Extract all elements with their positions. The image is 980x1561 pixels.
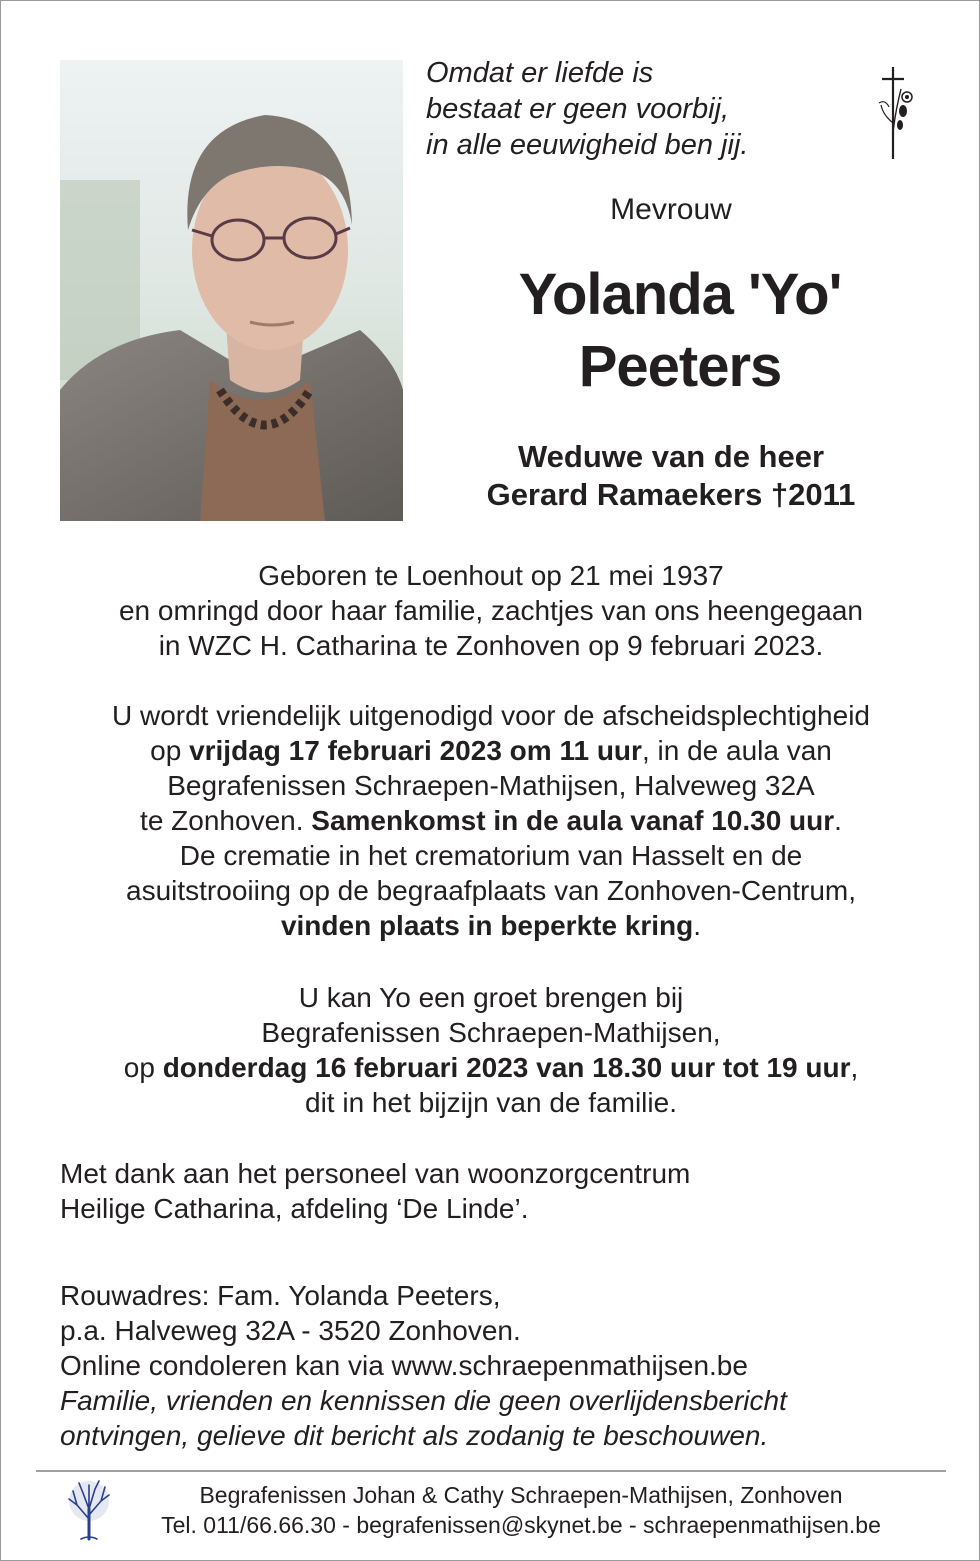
ceremony-line <box>41 803 941 838</box>
notice-line: ontvingen, gelieve dit bericht als zodanig te beschouwen. <box>60 1420 769 1451</box>
address-line: Rouwadres: Fam. Yolanda Peeters, <box>60 1280 501 1311</box>
visit-line: U kan Yo een groet brengen bij <box>298 982 684 1013</box>
visit-line: dit in het bijzijn van de familie. <box>305 1087 677 1118</box>
thanks-paragraph <box>60 1156 940 1226</box>
footer-line-1: Begrafenissen Johan & Cathy Schraepen-Mathijsen, Zonhoven <box>199 1482 843 1508</box>
portrait-photo <box>60 60 403 521</box>
text-fragment: op <box>123 1052 163 1083</box>
birth-death-paragraph <box>41 558 941 663</box>
visit-line <box>41 1050 941 1085</box>
poem <box>426 55 846 163</box>
condolence-line: Online condoleren kan via www.schraepenmathijsen.be <box>60 1350 748 1381</box>
text-fragment: op <box>150 735 190 766</box>
funeral-home-footer <box>121 1480 921 1540</box>
visit-line: Begrafenissen Schraepen-Mathijsen, <box>261 1017 721 1048</box>
gathering-time: Samenkomst in de aula vanaf 10.30 uur <box>311 805 835 836</box>
ceremony-line <box>41 908 941 943</box>
text-fragment: . <box>834 805 842 836</box>
cross-with-flower-icon <box>871 63 923 163</box>
ceremony-line: De crematie in het crematorium van Hasselt en de <box>179 840 803 871</box>
address-line: p.a. Halveweg 32A - 3520 Zonhoven. <box>60 1315 521 1346</box>
poem-line: Omdat er liefde is <box>426 57 654 89</box>
spouse-line-1: Weduwe van de heer <box>517 439 825 474</box>
birth-line: Geboren te Loenhout op 21 mei 1937 <box>258 560 724 591</box>
tree-logo-icon <box>63 1479 115 1541</box>
ceremony-date: vrijdag 17 februari 2023 om 11 uur <box>189 735 642 766</box>
poem-line: in alle eeuwigheid ben jij. <box>426 129 749 161</box>
birth-line: en omringd door haar familie, zachtjes van ons heengegaan <box>118 595 864 626</box>
notice-line: Familie, vrienden en kennissen die geen overlijdensbericht <box>60 1385 787 1416</box>
footer-divider <box>36 1470 946 1472</box>
deceased-name <box>441 259 919 403</box>
salutation: Mevrouw <box>610 193 732 226</box>
poem-line: bestaat er geen voorbij, <box>426 93 730 125</box>
name-line-2: Peeters <box>578 334 782 399</box>
ceremony-line: Begrafenissen Schraepen-Mathijsen, Halveweg 32A <box>167 770 815 801</box>
name-line-1: Yolanda 'Yo' <box>518 262 842 327</box>
birth-line: in WZC H. Catharina te Zonhoven op 9 februari 2023. <box>158 630 824 661</box>
portrait-illustration <box>60 60 403 521</box>
spouse-info <box>421 438 921 514</box>
visitation-date: donderdag 16 februari 2023 van 18.30 uur tot 19 uur <box>162 1052 851 1083</box>
text-fragment: te Zonhoven. <box>140 805 312 836</box>
ceremony-line <box>41 733 941 768</box>
visitation-paragraph <box>41 980 941 1120</box>
private-notice: vinden plaats in beperkte kring <box>280 910 694 941</box>
text-fragment: , <box>850 1052 859 1083</box>
ceremony-line: asuitstrooiing op de begraafplaats van Zonhoven-Centrum, <box>126 875 856 906</box>
ceremony-line: U wordt vriendelijk uitgenodigd voor de afscheidsplechtigheid <box>111 700 870 731</box>
ceremony-paragraph <box>41 698 941 943</box>
address-paragraph <box>60 1278 940 1453</box>
text-fragment: , in de aula van <box>641 735 832 766</box>
text-fragment: . <box>693 910 702 941</box>
footer-line-2: Tel. 011/66.66.30 - begrafenissen@skynet.be - schraepenmathijsen.be <box>161 1512 881 1538</box>
thanks-line: Met dank aan het personeel van woonzorgcentrum <box>60 1158 691 1189</box>
thanks-line: Heilige Catharina, afdeling ‘De Linde’. <box>60 1193 529 1224</box>
spouse-line-2: Gerard Ramaekers †2011 <box>486 477 856 512</box>
